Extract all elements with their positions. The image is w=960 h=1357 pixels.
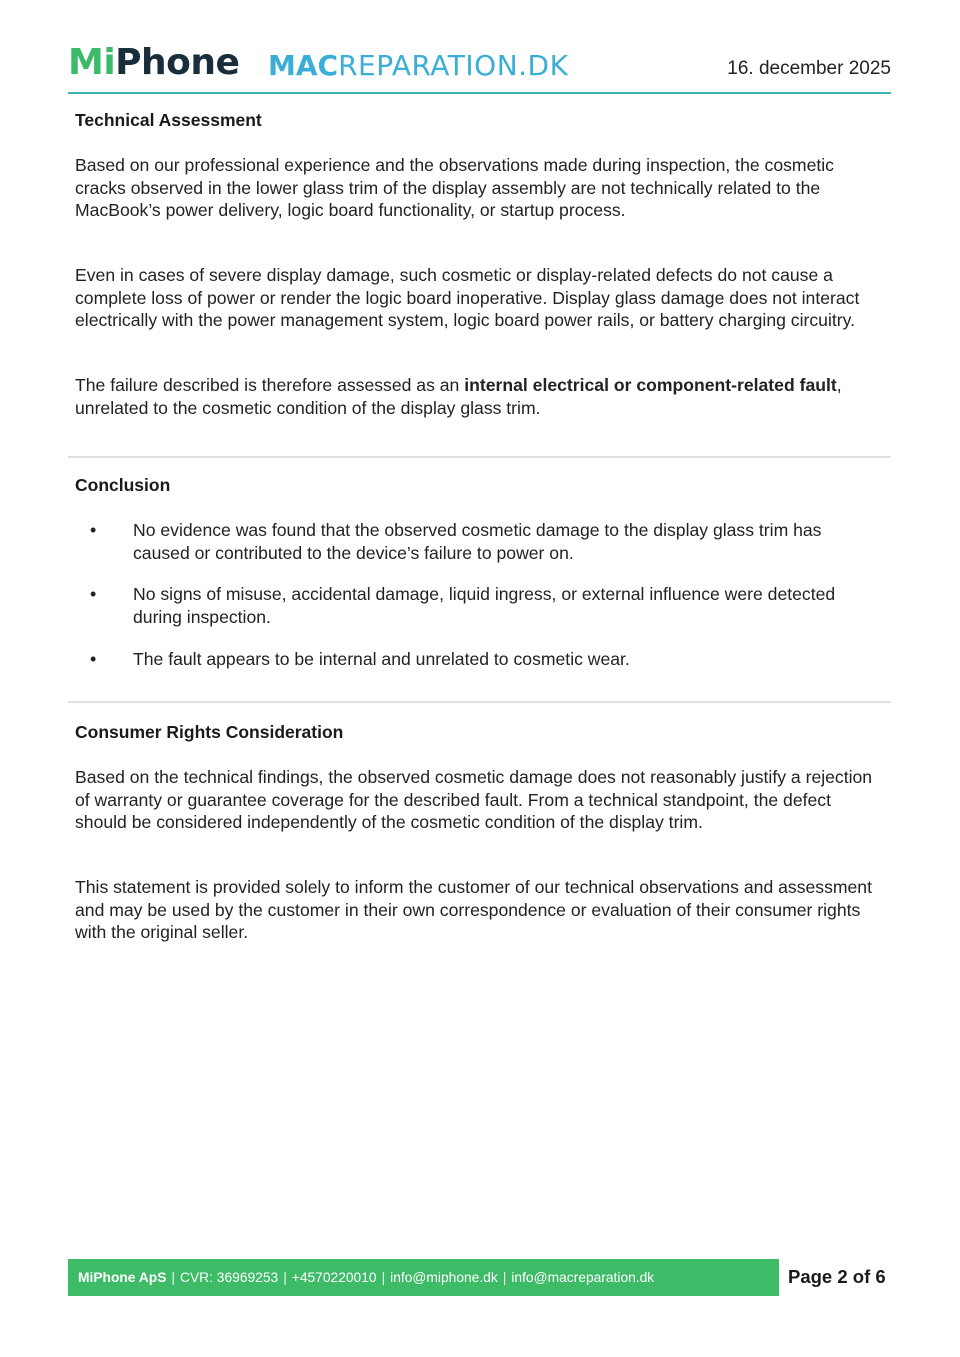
footer-cvr: CVR: 36969253 [180, 1270, 279, 1285]
footer-separator: | [502, 1270, 507, 1285]
consumer-rights-heading: Consumer Rights Consideration [75, 722, 344, 742]
page-number: Page 2 of 6 [788, 1266, 886, 1287]
technical-paragraph-2: Even in cases of severe display damage, such cosmetic or display-related defects do not cause a complete loss of power or render the logic board inoperative. Display glass damage does not interact electrically with the power management system, logic board power rails, or battery charging circuitry. [75, 265, 860, 331]
conclusion-bullet-text: No evidence was found that the observed cosmetic damage to the display glass trim has caused or contributed to the device’s failure to power on. [133, 520, 822, 563]
footer-email-macreparation[interactable]: info@macreparation.dk [511, 1270, 655, 1285]
bullet-dot-icon: • [90, 520, 97, 540]
logo-mac-text: MAC [268, 49, 339, 82]
document-date: 16. december 2025 [727, 58, 891, 79]
conclusion-heading: Conclusion [75, 475, 171, 495]
footer-separator: | [171, 1270, 175, 1285]
logo-phone-text: Phone [115, 42, 240, 83]
technical-p3-pre: The failure described is therefore assessed as an [75, 375, 465, 395]
logo-reparation-text: REPARATION.DK [338, 49, 569, 82]
bullet-dot-icon: • [90, 649, 97, 669]
section-divider [68, 456, 891, 458]
footer-separator: | [381, 1270, 386, 1285]
footer-phone[interactable]: +4570220010 [291, 1270, 377, 1285]
conclusion-bullet-text: The fault appears to be internal and unrelated to cosmetic wear. [133, 649, 630, 669]
footer-email-miphone[interactable]: info@miphone.dk [390, 1270, 498, 1285]
footer-company: MiPhone ApS [78, 1270, 167, 1285]
bullet-dot-icon: • [90, 584, 97, 604]
section-divider [68, 701, 891, 703]
footer-contact-bar [68, 1259, 779, 1296]
logo-mi-text: Mi [68, 42, 116, 83]
technical-p3-post: , unrelated to the cosmetic condition of the display glass trim. [75, 375, 842, 418]
conclusion-bullet-text: No signs of misuse, accidental damage, liquid ingress, or external influence were detected during inspection. [133, 584, 836, 627]
miphone-logo [68, 40, 239, 86]
footer-separator: | [283, 1270, 287, 1285]
technical-paragraph-3 [75, 374, 885, 419]
page-header [68, 40, 891, 94]
consumer-paragraph-1: Based on the technical findings, the observed cosmetic damage does not reasonably justify a rejection of warranty or guarantee coverage for the described fault. From a technical standpoint, the defect should be considered independently of the cosmetic condition of the display trim. [75, 767, 873, 833]
macreparation-logo [268, 46, 568, 86]
consumer-paragraph-2: This statement is provided solely to inform the customer of our technical observations and assessment and may be used by the customer in their own correspondence or evaluation of their consumer rights with the original seller. [75, 877, 872, 943]
technical-paragraph-1: Based on our professional experience and the observations made during inspection, the cosmetic cracks observed in the lower glass trim of the display assembly are not technically related to the MacBook’s power delivery, logic board functionality, or startup process. [75, 155, 834, 221]
technical-assessment-heading: Technical Assessment [75, 110, 262, 130]
technical-p3-bold: internal electrical or component-related fault [464, 375, 837, 395]
